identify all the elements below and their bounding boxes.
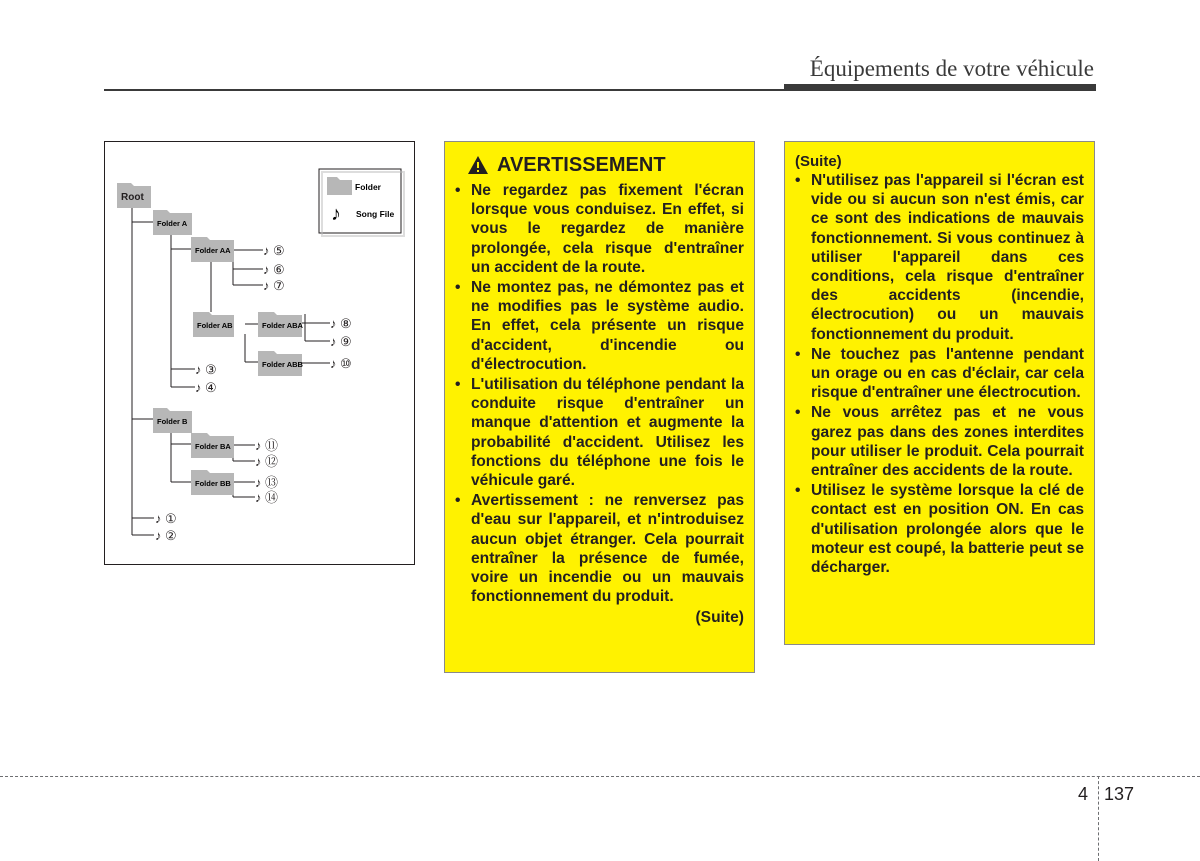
svg-text:Folder BA: Folder BA xyxy=(195,442,231,451)
continued-heading: (Suite) xyxy=(795,153,842,170)
svg-text:♪: ♪ xyxy=(263,262,270,277)
svg-text:④: ④ xyxy=(205,380,217,395)
footer-rule xyxy=(0,776,1200,777)
warning-item: • L'utilisation du téléphone pendant la conduite risque d'entraîner un manque d'attention et augmente la probabilité d'accident. Utilisez les fonctions du téléphone une fois le véhicule garé. xyxy=(455,375,744,490)
svg-text:⑩: ⑩ xyxy=(340,356,352,371)
folder-a xyxy=(153,210,192,235)
legend-song-label: Song File xyxy=(356,209,395,219)
svg-text:⑫: ⑫ xyxy=(265,454,279,469)
svg-text:Root: Root xyxy=(121,192,144,203)
song-file-12 xyxy=(255,454,278,469)
svg-text:①: ① xyxy=(165,511,177,526)
song-file-3 xyxy=(195,362,217,377)
svg-text:♪: ♪ xyxy=(155,528,162,543)
svg-text:Folder B: Folder B xyxy=(157,417,188,426)
song-file-6 xyxy=(263,262,285,277)
svg-text:⑪: ⑪ xyxy=(265,438,279,453)
svg-text:③: ③ xyxy=(205,362,217,377)
svg-text:⑭: ⑭ xyxy=(265,490,279,505)
warning-item: • Avertissement : ne renversez pas d'eau sur l'appareil, et n'introduisez aucun objet étranger. Cela pourrait entraîner la présence de fumée, voire un incendie ou un mauvais fonctionnement du produit. xyxy=(455,491,744,606)
svg-text:⑧: ⑧ xyxy=(340,316,352,331)
header-rule xyxy=(104,89,784,91)
svg-text:♪: ♪ xyxy=(155,511,162,526)
warning-item: • Ne regardez pas fixement l'écran lorsque vous conduisez. En effet, si vous le regardez de manière prolongée, cela risque d'entraîner un accident de la route. xyxy=(455,181,744,277)
svg-text:⑨: ⑨ xyxy=(340,334,352,349)
svg-text:♪: ♪ xyxy=(330,334,337,349)
folder-aba xyxy=(258,312,304,337)
svg-text:⑬: ⑬ xyxy=(265,475,279,490)
folder-bb xyxy=(191,470,234,495)
svg-text:♪: ♪ xyxy=(195,380,202,395)
folder-ba xyxy=(191,433,234,458)
svg-text:⑥: ⑥ xyxy=(273,262,285,277)
svg-text:⑦: ⑦ xyxy=(273,278,285,293)
warning-box-continued xyxy=(784,141,1095,645)
legend-song-icon: ♪ xyxy=(331,203,341,225)
folder-root xyxy=(117,183,151,208)
song-file-1 xyxy=(155,511,177,526)
song-file-4 xyxy=(195,380,217,395)
svg-text:Folder ABA: Folder ABA xyxy=(262,321,303,330)
svg-text:Folder A: Folder A xyxy=(157,219,188,228)
footer-divider xyxy=(1098,776,1099,861)
svg-text:♪: ♪ xyxy=(255,490,262,505)
svg-text:♪: ♪ xyxy=(195,362,202,377)
header-rule-accent xyxy=(784,84,1096,91)
svg-text:Folder AA: Folder AA xyxy=(195,246,231,255)
folder-b xyxy=(153,408,192,433)
svg-text:②: ② xyxy=(165,528,177,543)
song-file-9 xyxy=(330,334,352,349)
svg-text:♪: ♪ xyxy=(263,278,270,293)
svg-text:Folder AB: Folder AB xyxy=(197,321,233,330)
continued-note: (Suite) xyxy=(695,609,744,627)
svg-text:Folder ABB: Folder ABB xyxy=(262,360,303,369)
svg-text:♪: ♪ xyxy=(255,475,262,490)
svg-text:Folder BB: Folder BB xyxy=(195,479,231,488)
song-file-2 xyxy=(155,528,177,543)
song-file-8 xyxy=(330,316,352,331)
warning-box-primary xyxy=(444,141,755,673)
warning-item: • Ne touchez pas l'antenne pendant un orage ou en cas d'éclair, car cela risque d'entraîner une électrocution. xyxy=(795,345,1084,403)
warning-heading xyxy=(467,153,744,177)
folder-ab xyxy=(193,312,234,337)
song-file-11 xyxy=(255,438,278,453)
svg-text:♪: ♪ xyxy=(330,316,337,331)
song-file-13 xyxy=(255,475,278,490)
song-file-14 xyxy=(255,490,278,505)
song-file-5 xyxy=(263,243,285,258)
svg-text:♪: ♪ xyxy=(255,454,262,469)
folder-aa xyxy=(191,237,234,262)
song-file-7 xyxy=(263,278,285,293)
svg-text:⑤: ⑤ xyxy=(273,243,285,258)
warning-item: • Ne montez pas, ne démontez pas et ne modifies pas le système audio. En effet, cela présente un risque d'accident, d'incendie ou d'électrocution. xyxy=(455,278,744,374)
legend-folder-label: Folder xyxy=(355,182,381,192)
page-header-title: Équipements de votre véhicule xyxy=(809,56,1094,81)
svg-text:♪: ♪ xyxy=(330,356,337,371)
folder-structure-diagram xyxy=(104,141,415,565)
warning-triangle-icon xyxy=(467,155,489,175)
warning-item: • N'utilisez pas l'appareil si l'écran est vide ou si aucun son n'est émis, car ce sont des indications de mauvais fonctionnement. Si vous continuez à utiliser l'appareil dans ces conditions, cela risque d'entraîner des accidents (incendie, électrocution) ou un mauvais fonctionnement du produit. xyxy=(795,171,1084,344)
song-file-10 xyxy=(330,356,352,371)
diagram-legend xyxy=(319,169,404,236)
page-number: 137 xyxy=(1104,784,1135,804)
svg-text:♪: ♪ xyxy=(263,243,270,258)
warning-title: AVERTISSEMENT xyxy=(497,154,666,176)
chapter-number: 4 xyxy=(1078,784,1089,804)
warning-item: • Utilisez le système lorsque la clé de contact est en position ON. En cas d'utilisation prolongée alors que le moteur est coupé, la batterie peut se décharger. xyxy=(795,481,1084,577)
svg-text:♪: ♪ xyxy=(255,438,262,453)
folder-abb xyxy=(258,351,304,376)
warning-item: • Ne vous arrêtez pas et ne vous garez pas dans des zones interdites pour utiliser le produit. Cela pourrait entraîner des accidents de la route. xyxy=(795,403,1084,480)
